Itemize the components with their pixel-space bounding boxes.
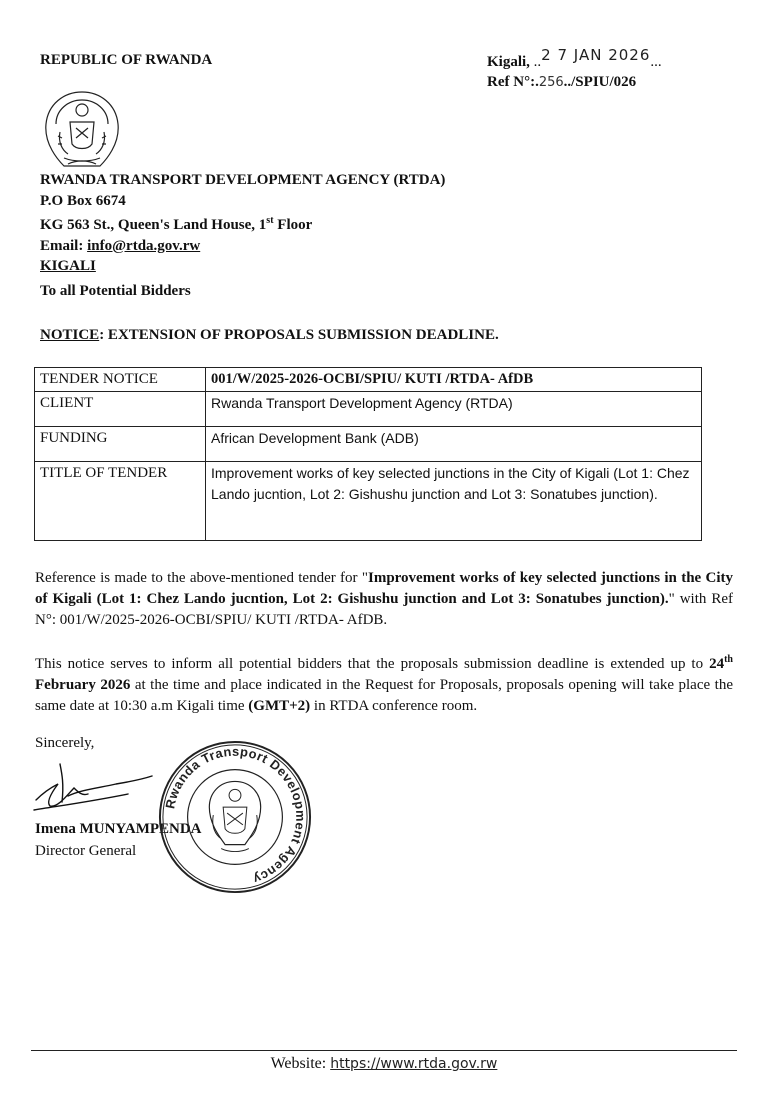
- table-cell-value: African Development Bank (ADB): [206, 427, 702, 462]
- tender-table: [34, 367, 702, 541]
- notice-text: : EXTENSION OF PROPOSALS SUBMISSION DEADLINE.: [99, 327, 499, 343]
- signatory-name: Imena MUNYAMPENDA: [35, 821, 202, 837]
- footer-divider: [31, 1050, 737, 1051]
- ref-label: Ref N°:: [487, 74, 536, 90]
- table-cell-value: Improvement works of key selected junctions in the City of Kigali (Lot 1: Chez Lando jucntion, Lot 2: Gishushu junction and Lot 3: Sonatubes junction).: [206, 462, 702, 541]
- table-cell-label: TITLE OF TENDER: [35, 462, 206, 541]
- table-cell-label: FUNDING: [35, 427, 206, 462]
- stamp-text: Rwanda Transport Development Agency: [162, 743, 309, 888]
- ref-suffix: /SPIU/026: [571, 74, 637, 90]
- table-row: [35, 368, 702, 392]
- agency-address: KG 563 St., Queen's Land House, 1st Floor: [40, 215, 313, 233]
- agency-pobox: P.O Box 6674: [40, 192, 126, 209]
- reference-line: Ref N°:.256../SPIU/026: [487, 74, 637, 90]
- table-row: [35, 427, 702, 462]
- signatory-position: Director General: [35, 843, 137, 859]
- addressee: To all Potential Bidders: [40, 283, 191, 299]
- footer-label: Website:: [270, 1055, 331, 1072]
- body-paragraph-extension: This notice serves to inform all potential bidders that the proposals submission deadline is extended up to 24th February 2026 at the time and place indicated in the Request for Proposals, proposals opening will take place the same date at 10:30 a.m Kigali time (GMT+2) in RTDA conference room.: [35, 654, 733, 714]
- official-stamp-icon: [156, 738, 314, 896]
- table-cell-label: TENDER NOTICE: [35, 368, 206, 392]
- footer: [0, 1055, 768, 1073]
- ref-number: 256: [538, 75, 564, 90]
- table-row: [35, 392, 702, 427]
- notice-label: NOTICE: [40, 327, 100, 343]
- agency-city: KIGALI: [40, 258, 96, 274]
- agency-name: RWANDA TRANSPORT DEVELOPMENT AGENCY (RTDA): [40, 172, 446, 188]
- agency-email-line: Email: info@rtda.gov.rw: [40, 237, 201, 254]
- table-cell-value: Rwanda Transport Development Agency (RTDA): [206, 392, 702, 427]
- republic-heading: REPUBLIC OF RWANDA: [40, 52, 213, 68]
- agency-block: [40, 170, 445, 277]
- body-paragraph-reference: Reference is made to the above-mentioned tender for "Improvement works of key selected junctions in the City of Kigali (Lot 1: Chez Lando jucntion, Lot 2: Gishushu junction and Lot 3: Sonatubes junction)." with Ref N°: 001/W/2025-2026-OCBI/SPIU/ KUTI /RTDA- AfDB.: [35, 570, 734, 628]
- date-line: Kigali, ..2 7 JAN 2026...: [487, 46, 662, 70]
- signature-icon: [28, 758, 158, 818]
- agency-email-link[interactable]: info@rtda.gov.rw: [87, 237, 201, 254]
- date-stamp: 2 7 JAN 2026: [541, 46, 651, 64]
- rwanda-emblem-icon: [34, 88, 130, 172]
- table-cell-label: CLIENT: [35, 392, 206, 427]
- place-label: Kigali,: [487, 54, 530, 70]
- notice-heading: [40, 327, 499, 344]
- table-cell-value: 001/W/2025-2026-OCBI/SPIU/ KUTI /RTDA- AfDB: [206, 368, 702, 392]
- website-link[interactable]: https://www.rtda.gov.rw: [330, 1056, 498, 1072]
- salutation: Sincerely,: [35, 735, 95, 751]
- table-row: [35, 462, 702, 541]
